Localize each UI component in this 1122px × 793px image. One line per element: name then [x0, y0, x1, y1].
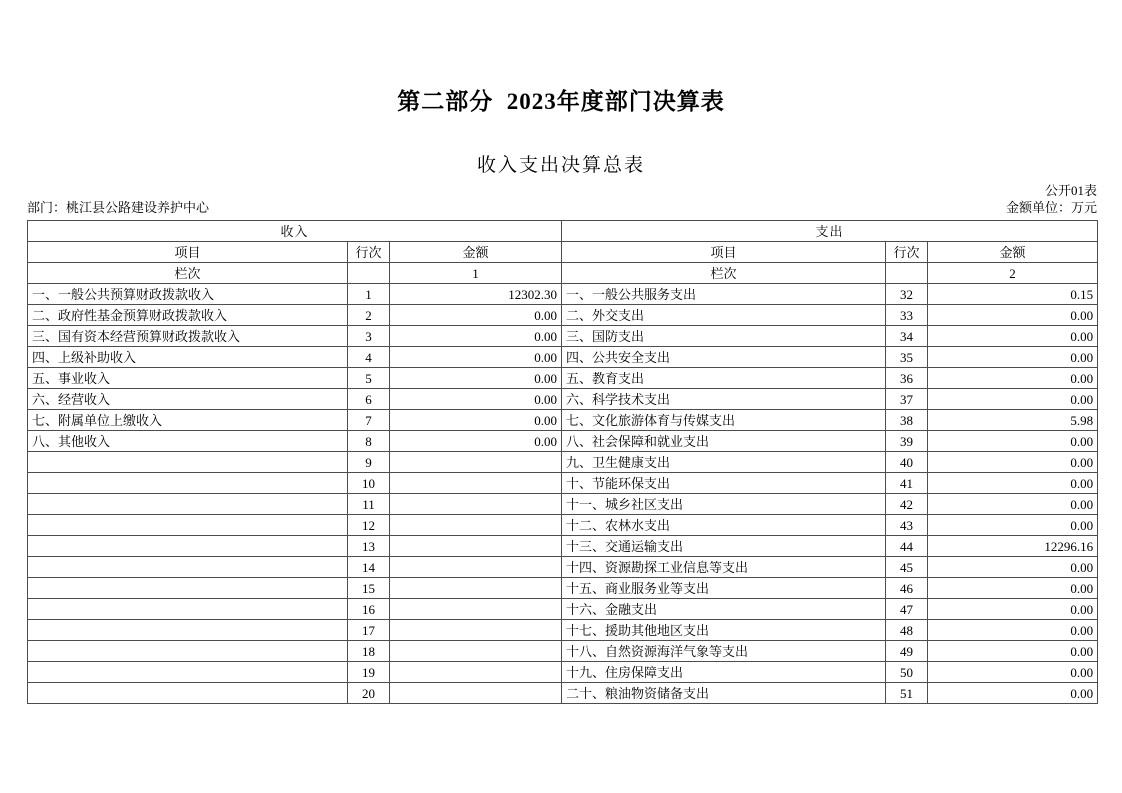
expense-item-cell: 五、教育支出: [562, 368, 886, 389]
expense-amount-header: 金额: [928, 242, 1098, 263]
expense-amount-cell: 0.00: [928, 326, 1098, 347]
expense-item-cell: 十五、商业服务业等支出: [562, 578, 886, 599]
income-amount-cell: 12302.30: [390, 284, 562, 305]
income-item-cell: 二、政府性基金预算财政拨款收入: [28, 305, 348, 326]
income-rownum-cell: 15: [348, 578, 390, 599]
income-item-cell: [28, 641, 348, 662]
income-rownum-cell: 3: [348, 326, 390, 347]
income-rownum-cell: 8: [348, 431, 390, 452]
expense-amount-cell: 0.00: [928, 515, 1098, 536]
income-item-cell: 四、上级补助收入: [28, 347, 348, 368]
table-row: [28, 662, 1098, 683]
income-item-cell: 八、其他收入: [28, 431, 348, 452]
income-rownum-cell: 5: [348, 368, 390, 389]
table-row: [28, 515, 1098, 536]
expense-amount-cell: 0.00: [928, 599, 1098, 620]
income-rownum-cell: 7: [348, 410, 390, 431]
expense-item-cell: 八、社会保障和就业支出: [562, 431, 886, 452]
expense-item-cell: 二、外交支出: [562, 305, 886, 326]
expense-amount-cell: 0.00: [928, 557, 1098, 578]
expense-rownum-cell: 44: [886, 536, 928, 557]
expense-amount-cell: 0.00: [928, 368, 1098, 389]
income-item-cell: 三、国有资本经营预算财政拨款收入: [28, 326, 348, 347]
income-amount-cell: [390, 599, 562, 620]
expense-rownum-cell: 45: [886, 557, 928, 578]
expense-amount-cell: 0.00: [928, 305, 1098, 326]
income-col-index: 1: [390, 263, 562, 284]
expense-amount-cell: 0.00: [928, 494, 1098, 515]
expense-item-cell: 二十、粮油物资储备支出: [562, 683, 886, 704]
income-amount-cell: 0.00: [390, 368, 562, 389]
column-index-row: [28, 263, 1098, 284]
income-item-cell: [28, 515, 348, 536]
income-item-cell: [28, 452, 348, 473]
expense-rownum-cell: 37: [886, 389, 928, 410]
income-rownum-cell: 2: [348, 305, 390, 326]
expense-amount-cell: 0.00: [928, 431, 1098, 452]
expense-section-header: 支出: [562, 221, 1098, 242]
expense-item-header: 项目: [562, 242, 886, 263]
table-row: [28, 473, 1098, 494]
table-row: [28, 347, 1098, 368]
expense-rownum-cell: 42: [886, 494, 928, 515]
expense-item-cell: 十三、交通运输支出: [562, 536, 886, 557]
page-title: 第二部分 2023年度部门决算表: [397, 89, 725, 114]
table-code: 公开01表: [1044, 183, 1097, 198]
expense-amount-cell: 0.00: [928, 389, 1098, 410]
table-row: [28, 641, 1098, 662]
expense-rownum-cell: 33: [886, 305, 928, 326]
table-row: [28, 578, 1098, 599]
expense-item-cell: 十八、自然资源海洋气象等支出: [562, 641, 886, 662]
income-amount-cell: [390, 641, 562, 662]
table-row: [28, 368, 1098, 389]
table-title: 收入支出决算总表: [476, 155, 645, 176]
income-amount-cell: [390, 536, 562, 557]
income-amount-cell: [390, 515, 562, 536]
expense-amount-cell: 0.00: [928, 620, 1098, 641]
column-header-row: [28, 242, 1098, 263]
income-item-cell: [28, 557, 348, 578]
table-row: [28, 326, 1098, 347]
income-amount-cell: 0.00: [390, 305, 562, 326]
expense-item-cell: 十二、农林水支出: [562, 515, 886, 536]
expense-rownum-cell: 35: [886, 347, 928, 368]
income-amount-cell: [390, 557, 562, 578]
income-rownum-cell: 12: [348, 515, 390, 536]
income-amount-header: 金额: [390, 242, 562, 263]
expense-rownum-cell: 50: [886, 662, 928, 683]
expense-amount-cell: 12296.16: [928, 536, 1098, 557]
income-rownum-cell: 4: [348, 347, 390, 368]
income-item-cell: 六、经营收入: [28, 389, 348, 410]
income-section-header: 收入: [28, 221, 562, 242]
expense-rownum-cell: 46: [886, 578, 928, 599]
income-rownum-cell: 14: [348, 557, 390, 578]
table-body: [28, 284, 1098, 704]
income-amount-cell: [390, 578, 562, 599]
expense-rownum-header: 行次: [886, 242, 928, 263]
income-item-cell: [28, 599, 348, 620]
expense-item-cell: 七、文化旅游体育与传媒支出: [562, 410, 886, 431]
expense-item-cell: 一、一般公共服务支出: [562, 284, 886, 305]
expense-amount-cell: 0.00: [928, 662, 1098, 683]
expense-item-cell: 六、科学技术支出: [562, 389, 886, 410]
income-rownum-cell: 13: [348, 536, 390, 557]
income-item-cell: [28, 662, 348, 683]
table-row: [28, 410, 1098, 431]
table-row: [28, 557, 1098, 578]
income-amount-cell: [390, 662, 562, 683]
income-item-cell: 一、一般公共预算财政拨款收入: [28, 284, 348, 305]
expense-rownum-cell: 36: [886, 368, 928, 389]
unit-label: 金额单位：万元: [1005, 200, 1097, 215]
expense-rownum-cell: 48: [886, 620, 928, 641]
table-row: [28, 494, 1098, 515]
income-item-cell: [28, 473, 348, 494]
expense-item-cell: 十九、住房保障支出: [562, 662, 886, 683]
income-amount-cell: [390, 620, 562, 641]
income-amount-cell: [390, 683, 562, 704]
table-row: [28, 452, 1098, 473]
table-row: [28, 599, 1098, 620]
income-item-cell: [28, 494, 348, 515]
expense-amount-cell: 0.00: [928, 473, 1098, 494]
income-rownum-cell: 16: [348, 599, 390, 620]
expense-amount-cell: 0.00: [928, 347, 1098, 368]
expense-item-cell: 三、国防支出: [562, 326, 886, 347]
income-rownum-header: 行次: [348, 242, 390, 263]
section-header-row: [28, 221, 1098, 242]
expense-amount-cell: 0.00: [928, 683, 1098, 704]
expense-rownum-cell: 34: [886, 326, 928, 347]
income-expense-table: [27, 220, 1098, 704]
income-item-cell: [28, 536, 348, 557]
expense-item-cell: 十一、城乡社区支出: [562, 494, 886, 515]
expense-rownum-cell: 39: [886, 431, 928, 452]
income-index-label: 栏次: [28, 263, 348, 284]
income-rownum-cell: 6: [348, 389, 390, 410]
meta-line: [27, 201, 1097, 215]
income-rownum-cell: 17: [348, 620, 390, 641]
income-item-cell: 五、事业收入: [28, 368, 348, 389]
expense-item-cell: 十六、金融支出: [562, 599, 886, 620]
table-row: [28, 305, 1098, 326]
income-amount-cell: 0.00: [390, 431, 562, 452]
income-index-rownum-blank: [348, 263, 390, 284]
expense-rownum-cell: 40: [886, 452, 928, 473]
department-label: 部门：桃江县公路建设养护中心: [27, 200, 210, 215]
table-row: [28, 389, 1098, 410]
income-rownum-cell: 1: [348, 284, 390, 305]
expense-amount-cell: 0.00: [928, 452, 1098, 473]
expense-amount-cell: 5.98: [928, 410, 1098, 431]
expense-rownum-cell: 32: [886, 284, 928, 305]
income-amount-cell: [390, 494, 562, 515]
expense-amount-cell: 0.15: [928, 284, 1098, 305]
income-rownum-cell: 18: [348, 641, 390, 662]
income-item-header: 项目: [28, 242, 348, 263]
expense-item-cell: 十四、资源勘探工业信息等支出: [562, 557, 886, 578]
table-row: [28, 431, 1098, 452]
expense-item-cell: 十七、援助其他地区支出: [562, 620, 886, 641]
table-row: [28, 284, 1098, 305]
expense-index-rownum-blank: [886, 263, 928, 284]
income-amount-cell: 0.00: [390, 389, 562, 410]
income-amount-cell: 0.00: [390, 326, 562, 347]
expense-rownum-cell: 38: [886, 410, 928, 431]
income-rownum-cell: 10: [348, 473, 390, 494]
income-amount-cell: 0.00: [390, 347, 562, 368]
income-item-cell: 七、附属单位上缴收入: [28, 410, 348, 431]
income-rownum-cell: 19: [348, 662, 390, 683]
expense-item-cell: 十、节能环保支出: [562, 473, 886, 494]
expense-item-cell: 九、卫生健康支出: [562, 452, 886, 473]
expense-index-label: 栏次: [562, 263, 886, 284]
income-item-cell: [28, 683, 348, 704]
expense-amount-cell: 0.00: [928, 641, 1098, 662]
income-rownum-cell: 9: [348, 452, 390, 473]
expense-rownum-cell: 43: [886, 515, 928, 536]
expense-amount-cell: 0.00: [928, 578, 1098, 599]
expense-col-index: 2: [928, 263, 1098, 284]
expense-rownum-cell: 41: [886, 473, 928, 494]
income-item-cell: [28, 620, 348, 641]
expense-rownum-cell: 51: [886, 683, 928, 704]
table-row: [28, 536, 1098, 557]
expense-rownum-cell: 49: [886, 641, 928, 662]
income-rownum-cell: 20: [348, 683, 390, 704]
income-rownum-cell: 11: [348, 494, 390, 515]
expense-rownum-cell: 47: [886, 599, 928, 620]
income-item-cell: [28, 578, 348, 599]
income-amount-cell: [390, 473, 562, 494]
expense-item-cell: 四、公共安全支出: [562, 347, 886, 368]
income-amount-cell: 0.00: [390, 410, 562, 431]
table-row: [28, 683, 1098, 704]
income-amount-cell: [390, 452, 562, 473]
table-row: [28, 620, 1098, 641]
